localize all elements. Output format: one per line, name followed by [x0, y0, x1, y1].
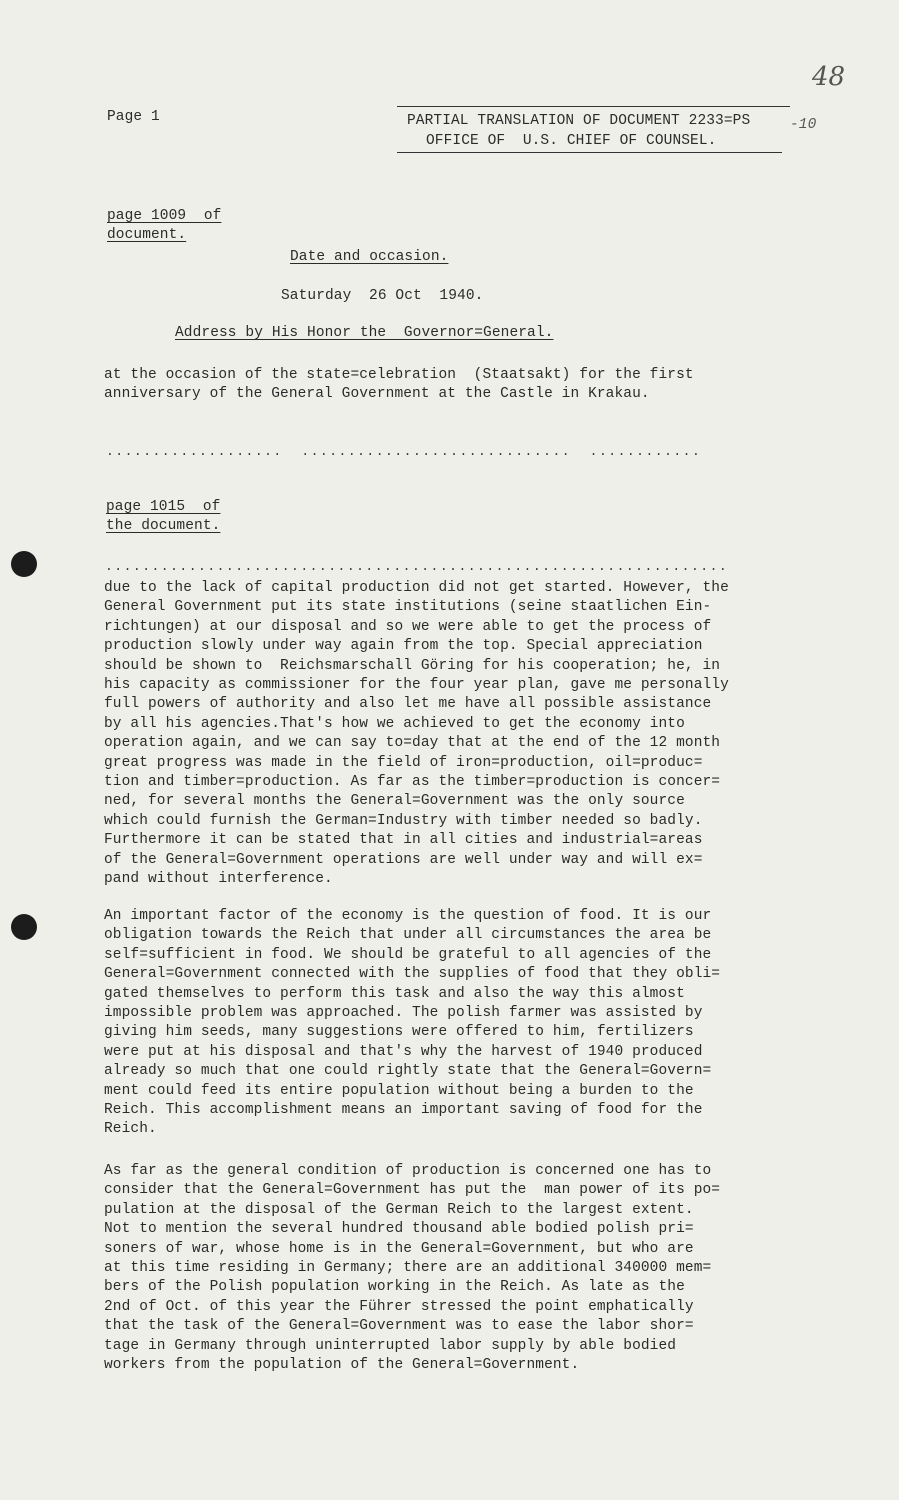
text-line: richtungen) at our disposal and so we were able to get the process of — [104, 618, 712, 635]
text-line: should be shown to Reichsmarschall Göring for his cooperation; he, in — [104, 657, 721, 674]
text-line: consider that the General=Government has put the man power of its po= — [104, 1182, 721, 1199]
header-title: PARTIAL TRANSLATION OF DOCUMENT 2233=PS — [407, 113, 751, 129]
section-title: Date and occasion. — [290, 249, 449, 265]
text-line: tion and timber=production. As far as the timber=production is concer= — [104, 774, 721, 791]
text-line: his capacity as commissioner for the four year plan, gave me personally — [104, 677, 729, 694]
text-line: Reich. This accomplishment means an important saving of food for the — [104, 1102, 703, 1119]
text-line: Not to mention the several hundred thousand able bodied polish pri= — [104, 1221, 694, 1238]
section1-page-ref: page 1009 of — [107, 208, 222, 224]
text-line: production slowly under way again from the top. Special appreciation — [104, 638, 703, 655]
text-line: gated themselves to perform this task and also the way this almost — [104, 985, 685, 1002]
text-line: obligation towards the Reich that under all circumstances the area be — [104, 927, 712, 944]
text-line: ment could feed its entire population without being a burden to the — [104, 1082, 694, 1099]
paragraph-economy — [104, 579, 804, 890]
text-line: already so much that one could rightly state that the General=Govern= — [104, 1063, 712, 1080]
text-line: at the occasion of the state=celebration (Staatsakt) for the first — [104, 367, 694, 383]
text-line: impossible problem was approached. The polish farmer was assisted by — [104, 1005, 703, 1022]
text-line: 2nd of Oct. of this year the Führer stressed the point emphatically — [104, 1298, 694, 1315]
paragraph-labor — [104, 1162, 804, 1375]
occasion-paragraph — [104, 366, 804, 405]
text-line: workers from the population of the General=Government. — [104, 1357, 580, 1374]
page-label: Page 1 — [107, 109, 160, 125]
punch-hole-middle — [11, 914, 37, 940]
address-line: Address by His Honor the Governor=General. — [175, 325, 554, 341]
punch-hole-top — [11, 551, 37, 577]
section2-page-ref: page 1015 of — [106, 499, 221, 515]
text-line: pand without interference. — [104, 871, 333, 888]
omission-dots: ................................................................... — [105, 559, 729, 574]
header-annotation: -10 — [790, 117, 817, 133]
text-line: Furthermore it can be stated that in all cities and industrial=areas — [104, 832, 703, 849]
text-line: due to the lack of capital production did not get started. However, the — [104, 580, 729, 596]
text-line: self=sufficient in food. We should be grateful to all agencies of the — [104, 946, 712, 963]
text-line: giving him seeds, many suggestions were offered to him, fertilizers — [104, 1024, 694, 1041]
text-line: were put at his disposal and that's why the harvest of 1940 produced — [104, 1043, 703, 1060]
text-line: by all his agencies.That's how we achieved to get the economy into — [104, 715, 685, 732]
text-line: full powers of authority and also let me have all possible assistance — [104, 696, 712, 713]
text-line: great progress was made in the field of iron=production, oil=produc= — [104, 754, 703, 771]
text-line: soners of war, whose home is in the General=Government, but who are — [104, 1240, 694, 1257]
text-line: operation again, and we can say to=day that at the end of the 12 month — [104, 735, 721, 752]
handwritten-page-number: 48 — [812, 62, 846, 92]
text-line: pulation at the disposal of the German Reich to the largest extent. — [104, 1201, 694, 1218]
text-line: tage in Germany through uninterrupted labor supply by able bodied — [104, 1337, 677, 1354]
text-line: ned, for several months the General=Government was the only source — [104, 793, 685, 810]
text-line: of the General=Government operations are well under way and will ex= — [104, 851, 703, 868]
header-top-rule — [397, 106, 790, 107]
date-line: Saturday 26 Oct 1940. — [281, 288, 484, 304]
text-line: General Government put its state institutions (seine staatlichen Ein- — [104, 599, 712, 616]
text-line: that the task of the General=Government was to ease the labor shor= — [104, 1318, 694, 1335]
omission-dots: ................... ............................. ............ — [106, 444, 702, 459]
text-line: An important factor of the economy is the question of food. It is our — [104, 908, 712, 924]
text-line: which could furnish the German=Industry with timber needed so badly. — [104, 812, 703, 829]
text-line: As far as the general condition of production is concerned one has to — [104, 1163, 712, 1179]
text-line: General=Government connected with the supplies of food that they obli= — [104, 966, 721, 983]
text-line: anniversary of the General Government at the Castle in Krakau. — [104, 386, 650, 403]
section2-document-ref: the document. — [106, 518, 221, 534]
paragraph-food — [104, 907, 804, 1140]
text-line: Reich. — [104, 1121, 157, 1138]
text-line: at this time residing in Germany; there are an additional 340000 mem= — [104, 1260, 712, 1277]
header-office: OFFICE OF U.S. CHIEF OF COUNSEL. — [426, 133, 717, 149]
section1-document-ref: document. — [107, 227, 187, 243]
text-line: bers of the Polish population working in the Reich. As late as the — [104, 1279, 685, 1296]
header-bottom-rule — [397, 152, 782, 153]
